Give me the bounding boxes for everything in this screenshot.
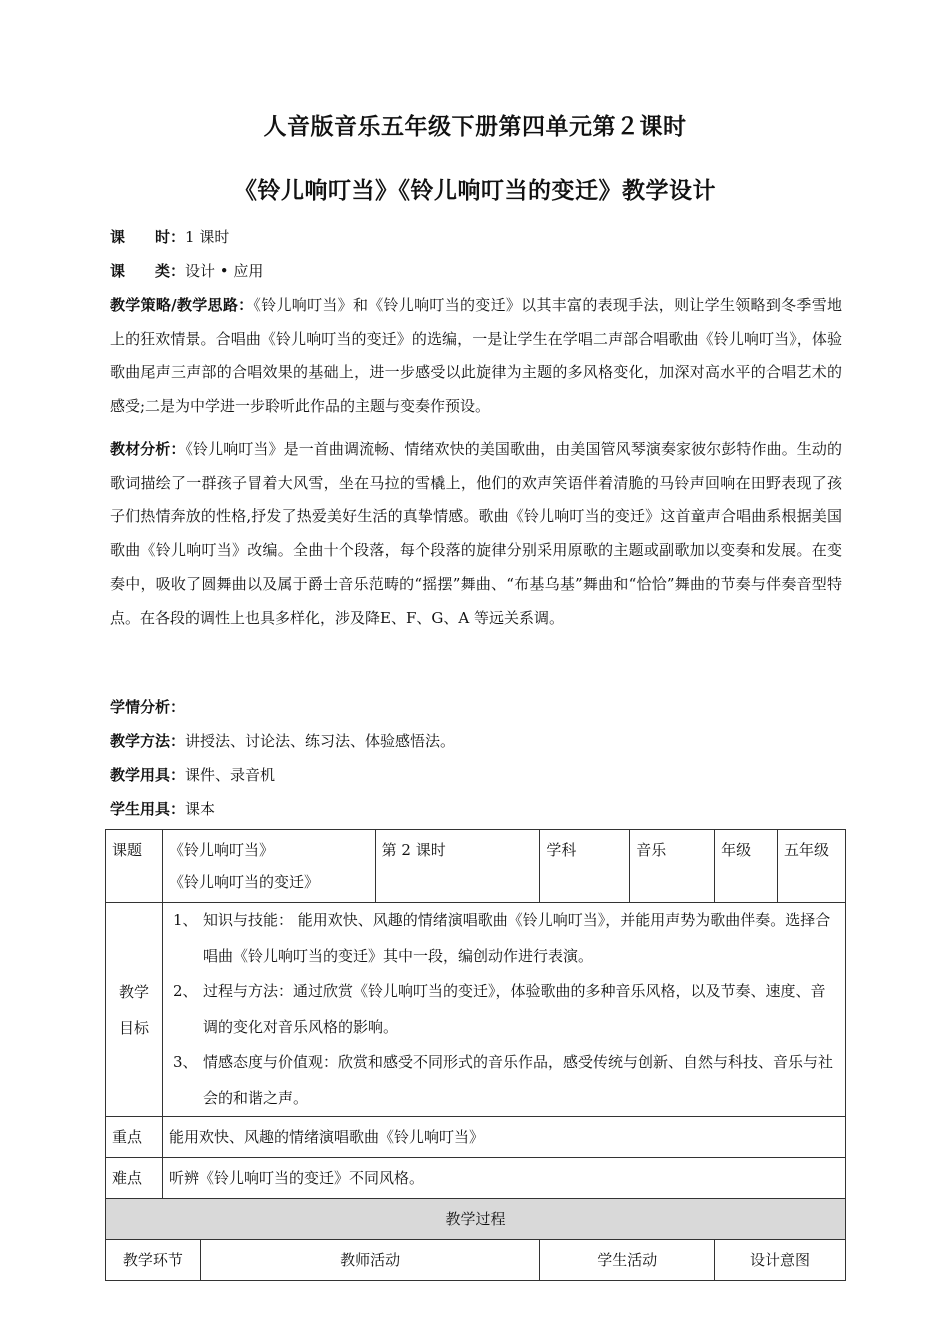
- student-tools-line: [110, 799, 850, 819]
- process-label: 教学过程: [445, 1210, 506, 1228]
- period-label: 课 时：: [110, 228, 186, 246]
- key-value-cell: [162, 1117, 845, 1158]
- key-label-cell: [106, 1117, 163, 1158]
- grade-value: 五年级: [784, 841, 830, 859]
- goals-label-cell: [106, 903, 163, 1117]
- col-step-cell: [106, 1240, 201, 1281]
- type-value: 设计 • 应用: [185, 262, 264, 280]
- difficult-label: 难点: [112, 1169, 143, 1187]
- table-row-key: [106, 1117, 846, 1158]
- topic-line-1: 《铃儿响叮当》: [168, 841, 274, 859]
- grade-label-cell: [715, 830, 778, 903]
- key-value: 能用欢快、风趣的情绪演唱歌曲《铃儿响叮当》: [168, 1128, 484, 1146]
- col-intent-cell: [715, 1240, 846, 1281]
- learner-line: [110, 697, 850, 717]
- goal-item: [173, 903, 839, 974]
- strategy-paragraph: [110, 289, 842, 424]
- goal-number: 3、: [172, 1053, 198, 1071]
- period-line: [110, 227, 850, 247]
- col-teacher-cell: [200, 1240, 539, 1281]
- difficult-label-cell: [106, 1158, 163, 1199]
- table-row-process-header: [106, 1199, 846, 1240]
- goal-text: 知识与技能： 能用欢快、风趣的情绪演唱歌曲《铃儿响叮当》，并能用声势为歌曲伴奏。选择合唱曲《铃儿响叮当的变迁》其中一段，编创动作进行表演。: [202, 911, 831, 965]
- document-title-line-2: 《铃儿响叮当》《铃儿响叮当的变迁》教学设计: [234, 178, 716, 204]
- subject-value-cell: [630, 830, 715, 903]
- subject-label: 学科: [546, 841, 577, 859]
- goals-label-1: 教学: [118, 982, 149, 1001]
- methods-line: [110, 731, 850, 751]
- topic-label-cell: [106, 830, 163, 903]
- lesson-value: 第 2 课时: [381, 841, 446, 859]
- document-title-line-1: 人音版音乐五年级下册第四单元第２课时: [263, 114, 687, 140]
- topic-value-cell: [162, 830, 375, 903]
- col-student-cell: [540, 1240, 715, 1281]
- table-row-goals: [106, 903, 846, 1117]
- teacher-tools-line: [110, 765, 850, 785]
- table-row-columns: [106, 1240, 846, 1281]
- subject-label-cell: [540, 830, 630, 903]
- goals-label-2: 目标: [118, 1018, 149, 1037]
- grade-value-cell: [778, 830, 846, 903]
- period-value: 1 课时: [185, 228, 230, 246]
- difficult-value: 听辨《铃儿响叮当的变迁》不同风格。: [168, 1169, 424, 1187]
- type-line: [110, 261, 850, 281]
- col-student: 学生活动: [597, 1251, 658, 1269]
- topic-line-2: 《铃儿响叮当的变迁》: [168, 873, 319, 891]
- goal-text: 过程与方法：通过欣赏《铃儿响叮当的变迁》，体验歌曲的多种音乐风格，以及节奏、速度、音调的变化对音乐风格的影响。: [202, 982, 826, 1036]
- key-label: 重点: [112, 1128, 143, 1146]
- difficult-value-cell: [162, 1158, 845, 1199]
- strategy-label: 教学策略/教学思路：: [110, 296, 254, 314]
- student-tools-text: 课本: [185, 800, 216, 818]
- lesson-info-table: [105, 829, 846, 1281]
- subject-value: 音乐: [636, 841, 667, 859]
- teacher-tools-label: 教学用具：: [110, 766, 186, 784]
- goal-item: [173, 1045, 839, 1116]
- grade-label: 年级: [721, 841, 752, 859]
- type-label: 课 类：: [110, 262, 186, 280]
- goal-text: 情感态度与价值观：欣赏和感受不同形式的音乐作品，感受传统与创新、自然与科技、音乐与社会的和谐之声。: [202, 1053, 833, 1107]
- goal-item: [173, 974, 839, 1045]
- methods-text: 讲授法、讨论法、练习法、体验感悟法。: [185, 732, 456, 750]
- analysis-label: 教材分析：: [110, 440, 186, 458]
- topic-label: 课题: [112, 841, 143, 859]
- goal-number: 2、: [172, 982, 198, 1000]
- methods-label: 教学方法：: [110, 732, 186, 750]
- goals-cell: [162, 903, 845, 1117]
- learner-label: 学情分析：: [110, 698, 186, 716]
- analysis-paragraph: [110, 433, 842, 635]
- goal-number: 1、: [172, 911, 198, 929]
- teacher-tools-text: 课件、录音机: [185, 766, 276, 784]
- table-row-topic: [106, 830, 846, 903]
- col-step: 教学环节: [122, 1251, 183, 1269]
- lesson-cell: [375, 830, 540, 903]
- col-intent: 设计意图: [750, 1251, 811, 1269]
- analysis-text: 《铃儿响叮当》是一首曲调流畅、情绪欢快的美国歌曲，由美国管风琴演奏家彼尔彭特作曲。生动的歌词描绘了一群孩子冒着大风雪，坐在马拉的雪橇上，他们的欢声笑语伴着清脆的马铃声回响在田野表现了孩子们热情奔放的性格,抒发了热爱美好生活的真挚情感。歌曲《铃儿响叮当的变迁》这首童声合唱曲系根据美国歌曲《铃儿响叮当》改编。全曲十个段落，每个段落的旋律分别采用原歌的主题或副歌加以变奏和发展。在变奏中，吸收了圆舞曲以及属于爵士音乐范畴的“摇摆”舞曲、“布基乌基”舞曲和“恰恰”舞曲的节奏与伴奏音型特点。在各段的调性上也具多样化，涉及降E、F、G、A 等远关系调。: [110, 440, 842, 627]
- process-header-cell: [106, 1199, 846, 1240]
- table-row-difficult: [106, 1158, 846, 1199]
- strategy-text: 《铃儿响叮当》和《铃儿响叮当的变迁》以其丰富的表现手法，则让学生领略到冬季雪地上的狂欢情景。合唱曲《铃儿响叮当的变迁》的选编，一是让学生在学唱二声部合唱歌曲《铃儿响叮当》，体验歌曲尾声三声部的合唱效果的基础上，进一步感受以此旋律为主题的多风格变化，加深对高水平的合唱艺术的感受;二是为中学进一步聆听此作品的主题与变奏作预设。: [110, 296, 842, 416]
- student-tools-label: 学生用具：: [110, 800, 186, 818]
- col-teacher: 教师活动: [340, 1251, 401, 1269]
